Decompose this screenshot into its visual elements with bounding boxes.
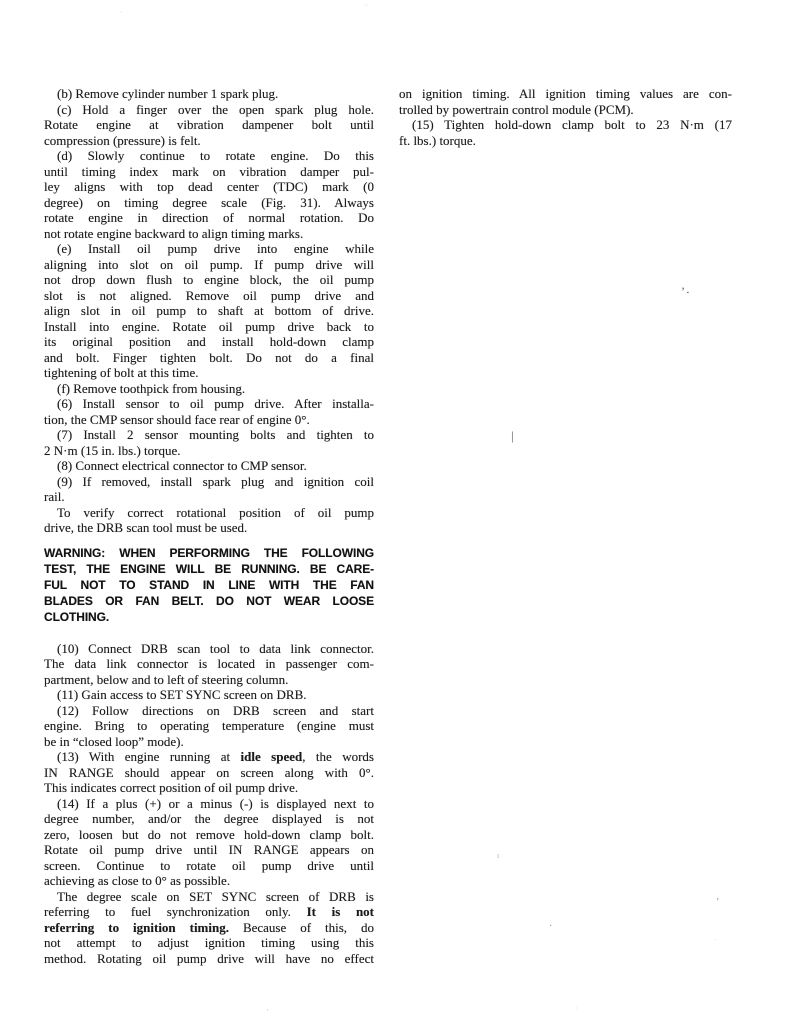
scan-artifact: ı xyxy=(497,851,500,860)
text-line: rail. xyxy=(44,489,65,504)
text-line: engine. Bring to operating temperature (engine must xyxy=(44,718,374,733)
text-line: method. Rotating oil pump drive will have no effect xyxy=(44,950,374,966)
text-line: (c) Hold a finger over the open spark plug hole. xyxy=(57,101,374,117)
text-line: (b) Remove cylinder number 1 spark plug. xyxy=(57,86,279,101)
scan-artifact: | xyxy=(511,428,514,443)
scan-artifact: · xyxy=(120,8,123,17)
scan-artifact: ▪ xyxy=(687,291,689,296)
text-line: referring to ignition timing. Because of this, do xyxy=(44,919,374,935)
paragraph xyxy=(44,241,374,381)
text-line: be in “closed loop” mode). xyxy=(44,733,184,749)
scan-artifact: · xyxy=(549,921,553,932)
text-line: To verify correct rotational position of oil pump xyxy=(57,504,374,520)
paragraph xyxy=(44,381,374,397)
text-line: tion, the CMP sensor should face rear of engine 0°. xyxy=(44,411,310,427)
paragraph xyxy=(44,458,374,474)
text-line: rotate engine in direction of normal rotation. Do xyxy=(44,210,374,225)
text-line: (f) Remove toothpick from housing. xyxy=(57,380,246,396)
paragraph xyxy=(44,148,374,241)
text-line: aligning into slot on oil pump. If pump drive will xyxy=(44,256,374,272)
text-line: screen. Continue to rotate oil pump drive until xyxy=(44,857,374,873)
text-line: achieving as close to 0° as possible. xyxy=(44,873,231,888)
scan-artifact: · xyxy=(714,936,717,944)
text-line: not attempt to adjust ignition timing using this xyxy=(44,935,374,950)
paragraph xyxy=(44,505,374,536)
text-line: (10) Connect DRB scan tool to data link connector. xyxy=(57,640,374,656)
paragraph xyxy=(44,427,374,458)
left-column xyxy=(44,86,374,966)
paragraph xyxy=(44,474,374,505)
text-line: (13) With engine running at idle speed, the words xyxy=(57,749,374,764)
text-line: (d) Slowly continue to rotate engine. Do this xyxy=(57,148,374,163)
text-line: Rotate engine at vibration dampener bolt until xyxy=(44,117,374,132)
text-line: TEST, THE ENGINE WILL BE RUNNING. BE CARE- xyxy=(44,561,374,576)
text-line: on ignition timing. All ignition timing values are con- xyxy=(399,86,732,101)
warning-paragraph xyxy=(44,545,374,625)
text-line: its original position and install hold-down clamp xyxy=(44,334,374,349)
text-line: align slot in oil pump to shaft at bottom of drive. xyxy=(44,303,374,318)
paragraph xyxy=(44,86,374,102)
scan-artifact: ’ xyxy=(716,897,720,908)
text-line: Install into engine. Rotate oil pump drive back to xyxy=(44,318,374,334)
text-line: not drop down flush to engine block, the oil pump xyxy=(44,272,374,287)
text-line: degree) on timing degree scale (Fig. 31). Always xyxy=(44,194,374,210)
text-line: degree number, and/or the degree displayed is not xyxy=(44,811,374,826)
text-line: (9) If removed, install spark plug and ignition coil xyxy=(57,473,374,489)
text-line: slot is not aligned. Remove oil pump drive and xyxy=(44,287,374,303)
paragraph xyxy=(44,641,374,688)
paragraph xyxy=(399,117,732,148)
text-line: CLOTHING. xyxy=(44,609,110,624)
text-line: ley aligns with top dead center (TDC) mark (0 xyxy=(44,179,374,194)
scan-artifact: · xyxy=(266,1005,269,1015)
paragraph xyxy=(44,396,374,427)
text-line: This indicates correct position of oil pump drive. xyxy=(44,780,299,795)
text-line: tightening of bolt at this time. xyxy=(44,365,199,380)
paragraph xyxy=(44,703,374,750)
text-line: IN RANGE should appear on screen along with 0°. xyxy=(44,764,374,780)
text-line: The degree scale on SET SYNC screen of DRB is xyxy=(57,888,374,904)
text-line: FUL NOT TO STAND IN LINE WITH THE FAN xyxy=(44,577,374,592)
text-line: until timing index mark on vibration damper pul- xyxy=(44,163,374,179)
text-line: The data link connector is located in passenger com- xyxy=(44,656,374,671)
text-line: zero, loosen but do not remove hold-down clamp bolt. xyxy=(44,826,374,842)
paragraph xyxy=(44,889,374,967)
text-line: trolled by powertrain control module (PCM). xyxy=(399,101,634,117)
text-line: (7) Install 2 sensor mounting bolts and tighten to xyxy=(57,427,374,442)
scan-artifact: ⁘ xyxy=(363,2,369,10)
text-line: compression (pressure) is felt. xyxy=(44,132,201,148)
text-line: 2 N·m (15 in. lbs.) torque. xyxy=(44,442,181,458)
paragraph xyxy=(44,749,374,796)
text-line: ft. lbs.) torque. xyxy=(399,132,476,148)
text-line: BLADES OR FAN BELT. DO NOT WEAR LOOSE xyxy=(44,593,374,608)
paragraph xyxy=(399,86,732,117)
text-line: (15) Tighten hold-down clamp bolt to 23 N·m (17 xyxy=(412,117,732,132)
right-column xyxy=(399,86,732,148)
text-line: referring to fuel synchronization only. It is not xyxy=(44,904,375,919)
text-line: (8) Connect electrical connector to CMP sensor. xyxy=(57,458,307,473)
text-line: (e) Install oil pump drive into engine while xyxy=(57,241,374,256)
text-line: (11) Gain access to SET SYNC screen on DRB. xyxy=(57,687,307,702)
text-line: (12) Follow directions on DRB screen and start xyxy=(57,702,374,718)
paragraph xyxy=(44,102,374,149)
scan-artifact: · xyxy=(575,1004,578,1013)
text-line: Rotate oil pump drive until IN RANGE appears on xyxy=(44,842,374,857)
text-line: (6) Install sensor to oil pump drive. After installa- xyxy=(57,396,374,411)
paragraph xyxy=(44,687,374,703)
text-line: drive, the DRB scan tool must be used. xyxy=(44,520,248,535)
text-line: WARNING: WHEN PERFORMING THE FOLLOWING xyxy=(44,545,374,560)
scan-artifact: ’ xyxy=(681,284,685,298)
paragraph xyxy=(44,796,374,889)
text-line: (14) If a plus (+) or a minus (-) is displayed next to xyxy=(57,795,374,811)
text-line: and bolt. Finger tighten bolt. Do not do a final xyxy=(44,349,374,365)
text-line: partment, below and to left of steering column. xyxy=(44,671,289,687)
text-line: not rotate engine backward to align timing marks. xyxy=(44,225,304,241)
